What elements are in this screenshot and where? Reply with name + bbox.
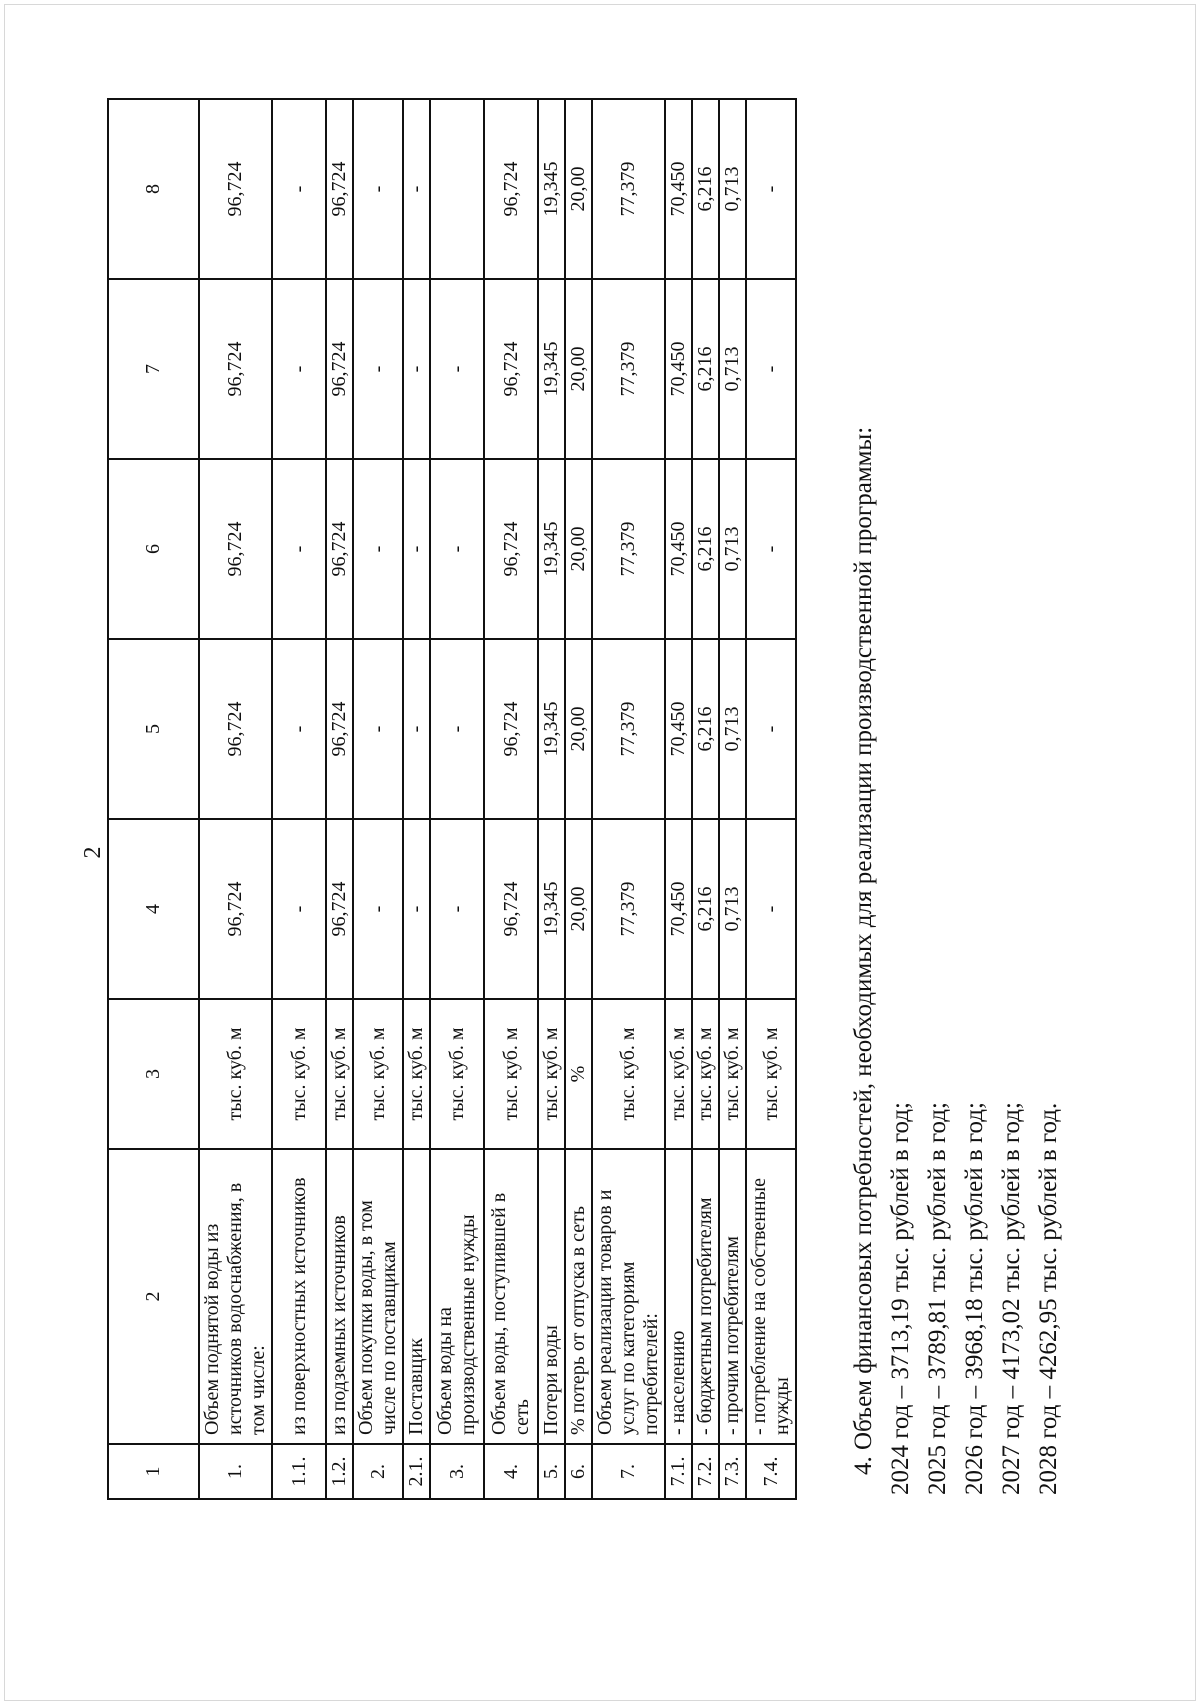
table-row <box>430 99 484 1499</box>
row-value-cell: 77,379 <box>592 819 665 999</box>
row-unit-cell: тыс. куб. м <box>719 999 746 1149</box>
row-value-cell: 77,379 <box>592 279 665 459</box>
header-cell: 4 <box>108 819 199 999</box>
row-value-cell: - <box>403 819 430 999</box>
row-name-cell: из поверхностных источников <box>272 1149 326 1444</box>
financial-line: 2027 год – 4173,02 тыс. рублей в год; <box>998 1102 1025 1495</box>
row-value-cell: 6,216 <box>692 279 719 459</box>
row-unit-cell: тыс. куб. м <box>538 999 565 1149</box>
row-name-cell: Объем реализации товаров и услуг по категориям потребителей: <box>592 1149 665 1444</box>
row-value-cell: - <box>403 459 430 639</box>
row-value-cell: - <box>430 639 484 819</box>
row-value-cell: - <box>746 639 796 819</box>
row-name-cell: - потребление на собственные нужды <box>746 1149 796 1444</box>
row-number-cell: 5. <box>538 1444 565 1499</box>
row-value-cell: 0,713 <box>719 99 746 279</box>
row-value-cell: 77,379 <box>592 99 665 279</box>
row-value-cell: - <box>353 99 403 279</box>
row-number-cell: 7.1. <box>665 1444 692 1499</box>
row-value-cell: 96,724 <box>484 99 538 279</box>
header-cell: 6 <box>108 459 199 639</box>
row-value-cell: 0,713 <box>719 459 746 639</box>
section-title: 4. Объем финансовых потребностей, необходимых для реализации производственной программы: <box>850 426 877 1475</box>
row-value-cell: 96,724 <box>326 639 353 819</box>
row-value-cell: - <box>272 639 326 819</box>
table-row <box>326 99 353 1499</box>
row-value-cell: 19,345 <box>538 819 565 999</box>
row-unit-cell: тыс. куб. м <box>592 999 665 1149</box>
financial-line: 2026 год – 3968,18 тыс. рублей в год; <box>961 1102 988 1495</box>
row-unit-cell: тыс. куб. м <box>272 999 326 1149</box>
table-row <box>199 99 272 1499</box>
row-value-cell: 96,724 <box>199 459 272 639</box>
row-value-cell: - <box>353 459 403 639</box>
row-unit-cell: тыс. куб. м <box>326 999 353 1149</box>
financial-needs-section <box>845 75 1067 1495</box>
row-number-cell: 7.4. <box>746 1444 796 1499</box>
row-value-cell: 20,00 <box>565 99 592 279</box>
row-number-cell: 3. <box>430 1444 484 1499</box>
production-program-table <box>107 98 797 1500</box>
row-number-cell: 1.1. <box>272 1444 326 1499</box>
row-name-cell: из подземных источников <box>326 1149 353 1444</box>
row-value-cell: 96,724 <box>199 639 272 819</box>
row-value-cell: 20,00 <box>565 819 592 999</box>
row-value-cell: - <box>272 819 326 999</box>
row-value-cell: - <box>746 279 796 459</box>
header-cell: 5 <box>108 639 199 819</box>
table-row <box>719 99 746 1499</box>
row-value-cell: - <box>353 819 403 999</box>
row-value-cell: - <box>353 639 403 819</box>
row-value-cell: 70,450 <box>665 639 692 819</box>
table-row <box>353 99 403 1499</box>
row-value-cell: - <box>430 819 484 999</box>
row-value-cell: - <box>746 99 796 279</box>
row-value-cell: 96,724 <box>199 279 272 459</box>
row-value-cell: 77,379 <box>592 639 665 819</box>
row-value-cell: 96,724 <box>484 459 538 639</box>
row-value-cell: - <box>746 819 796 999</box>
header-cell: 3 <box>108 999 199 1149</box>
row-value-cell: 96,724 <box>199 99 272 279</box>
row-value-cell: 6,216 <box>692 99 719 279</box>
table-row <box>665 99 692 1499</box>
row-value-cell: 96,724 <box>326 459 353 639</box>
row-value-cell: 20,00 <box>565 279 592 459</box>
row-value-cell: - <box>746 459 796 639</box>
row-value-cell: - <box>272 99 326 279</box>
table-row <box>592 99 665 1499</box>
row-unit-cell: тыс. куб. м <box>430 999 484 1149</box>
row-unit-cell: тыс. куб. м <box>199 999 272 1149</box>
row-number-cell: 7. <box>592 1444 665 1499</box>
row-value-cell: 6,216 <box>692 639 719 819</box>
table-row <box>692 99 719 1499</box>
row-value-cell <box>430 99 484 279</box>
row-value-cell: 96,724 <box>484 279 538 459</box>
row-name-cell: Потери воды <box>538 1149 565 1444</box>
row-unit-cell: тыс. куб. м <box>665 999 692 1149</box>
header-cell: 7 <box>108 279 199 459</box>
financial-line: 2024 год – 3713,19 тыс. рублей в год; <box>887 1102 914 1495</box>
table-row <box>538 99 565 1499</box>
row-number-cell: 1. <box>199 1444 272 1499</box>
financial-line: 2028 год – 4262,95 тыс. рублей в год. <box>1035 1102 1062 1495</box>
row-value-cell: 96,724 <box>326 279 353 459</box>
row-value-cell: - <box>272 459 326 639</box>
row-unit-cell: тыс. куб. м <box>484 999 538 1149</box>
row-value-cell: - <box>430 459 484 639</box>
row-value-cell: 20,00 <box>565 639 592 819</box>
row-value-cell: 70,450 <box>665 819 692 999</box>
header-cell: 1 <box>108 1444 199 1499</box>
row-number-cell: 7.3. <box>719 1444 746 1499</box>
row-value-cell: 19,345 <box>538 99 565 279</box>
row-value-cell: 0,713 <box>719 819 746 999</box>
row-value-cell: 96,724 <box>326 819 353 999</box>
row-name-cell: - населению <box>665 1149 692 1444</box>
row-number-cell: 4. <box>484 1444 538 1499</box>
header-cell: 8 <box>108 99 199 279</box>
row-value-cell: - <box>272 279 326 459</box>
row-value-cell: 20,00 <box>565 459 592 639</box>
row-name-cell: Объем поднятой воды из источников водоснабжения, в том числе: <box>199 1149 272 1444</box>
row-number-cell: 2.1. <box>403 1444 430 1499</box>
table-row <box>272 99 326 1499</box>
table-row <box>565 99 592 1499</box>
row-unit-cell: тыс. куб. м <box>403 999 430 1149</box>
row-value-cell: 70,450 <box>665 99 692 279</box>
row-value-cell: 0,713 <box>719 279 746 459</box>
row-value-cell: - <box>353 279 403 459</box>
row-number-cell: 7.2. <box>692 1444 719 1499</box>
row-name-cell: Поставщик <box>403 1149 430 1444</box>
row-name-cell: - прочим потребителям <box>719 1149 746 1444</box>
table-row <box>403 99 430 1499</box>
row-value-cell: 70,450 <box>665 459 692 639</box>
table-header-row <box>108 99 199 1499</box>
row-unit-cell: % <box>565 999 592 1149</box>
row-value-cell: 96,724 <box>484 639 538 819</box>
table-body <box>108 99 796 1499</box>
row-value-cell: 19,345 <box>538 459 565 639</box>
page-number: 2 <box>80 846 106 859</box>
row-value-cell: 77,379 <box>592 459 665 639</box>
row-name-cell: Объем воды, поступившей в сеть <box>484 1149 538 1444</box>
row-value-cell: 19,345 <box>538 639 565 819</box>
row-value-cell: 19,345 <box>538 279 565 459</box>
row-name-cell: - бюджетным потребителям <box>692 1149 719 1444</box>
row-value-cell: - <box>403 99 430 279</box>
row-number-cell: 6. <box>565 1444 592 1499</box>
row-unit-cell: тыс. куб. м <box>692 999 719 1149</box>
row-value-cell: 0,713 <box>719 639 746 819</box>
row-value-cell: 70,450 <box>665 279 692 459</box>
row-value-cell: 96,724 <box>484 819 538 999</box>
row-value-cell: - <box>403 279 430 459</box>
row-value-cell: - <box>403 639 430 819</box>
row-unit-cell: тыс. куб. м <box>746 999 796 1149</box>
header-cell: 2 <box>108 1149 199 1444</box>
row-name-cell: Объем покупки воды, в том числе по поставщикам <box>353 1149 403 1444</box>
row-value-cell: 6,216 <box>692 819 719 999</box>
row-number-cell: 2. <box>353 1444 403 1499</box>
row-value-cell: 6,216 <box>692 459 719 639</box>
row-value-cell: 96,724 <box>326 99 353 279</box>
row-unit-cell: тыс. куб. м <box>353 999 403 1149</box>
row-value-cell: 96,724 <box>199 819 272 999</box>
row-name-cell: % потерь от отпуска в сеть <box>565 1149 592 1444</box>
table-row <box>484 99 538 1499</box>
table-row <box>746 99 796 1499</box>
row-value-cell: - <box>430 279 484 459</box>
row-name-cell: Объем воды на производственные нужды <box>430 1149 484 1444</box>
row-number-cell: 1.2. <box>326 1444 353 1499</box>
financial-line: 2025 год – 3789,81 тыс. рублей в год; <box>924 1102 951 1495</box>
